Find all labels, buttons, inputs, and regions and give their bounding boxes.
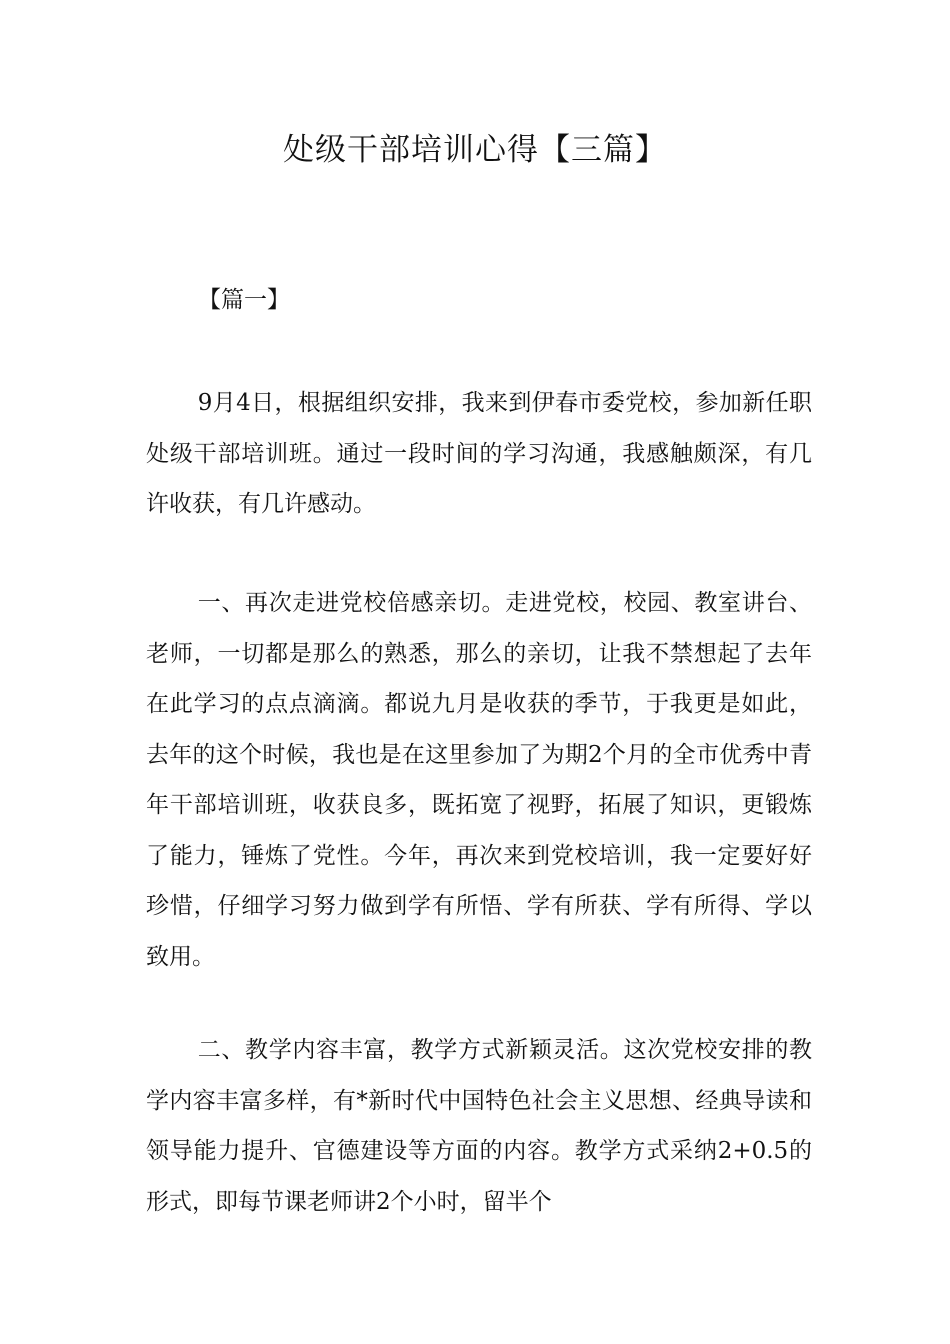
section-heading: 【篇一】: [198, 287, 290, 313]
paragraph-2: 一、再次走进党校倍感亲切。走进党校，校园、教室讲台、老师，一切都是那么的熟悉，那么的亲切，让我不禁想起了去年在此学习的点点滴滴。都说九月是收获的季节，于我更是如此，去年的这个时候，我也是在这里参加了为期2个月的全市优秀中青年干部培训班，收获良多，既拓宽了视野，拓展了知识，更锻炼了能力，锤炼了党性。今年，再次来到党校培训，我一定要好好珍惜，仔细学习努力做到学有所悟、学有所获、学有所得、学以致用。: [146, 590, 812, 970]
document-title: 处级干部培训心得【三篇】: [283, 132, 667, 168]
paragraph-3: 二、教学内容丰富，教学方式新颖灵活。这次党校安排的教学内容丰富多样，有*新时代中国特色社会主义思想、经典导读和领导能力提升、官德建设等方面的内容。教学方式采纳2+0.5的形式，即每节课老师讲2个小时，留半个: [146, 1037, 812, 1215]
paragraph-1: 9月4日，根据组织安排，我来到伊春市委党校，参加新任职处级干部培训班。通过一段时间的学习沟通，我感触颇深，有几许收获，有几许感动。: [146, 390, 812, 517]
